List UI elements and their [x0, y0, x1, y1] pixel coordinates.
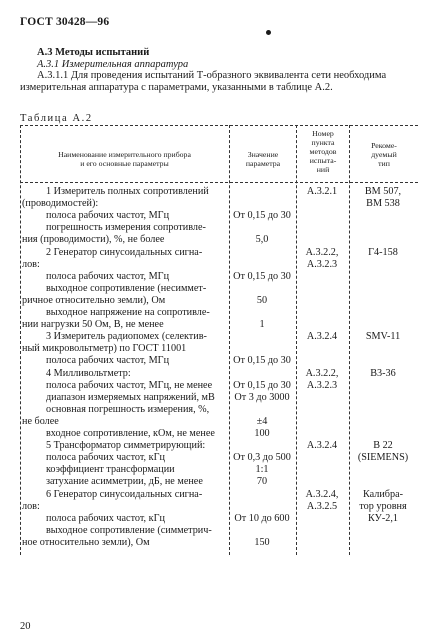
header-line: Значение	[247, 150, 279, 159]
scan-dot	[266, 30, 271, 35]
table-top-rule	[20, 125, 418, 126]
cell-name: 1 Измеритель полных сопротивлений	[46, 186, 209, 197]
cell-name: выходное напряжение на сопротивле-	[46, 307, 210, 318]
cell-value: От 0,15 до 30	[233, 355, 291, 367]
cell-name: 2 Генератор синусоидальных сигна-	[46, 246, 203, 258]
table-row	[0, 307, 427, 318]
header-line: Рекоме-	[371, 141, 397, 150]
cell-item: А.3.2.3	[306, 258, 338, 270]
cell-name: ния (проводимости), %, не более	[22, 234, 165, 246]
cell-name: затухание асимметрии, дБ, не менее	[46, 476, 203, 488]
cell-name: основная погрешность измерения, %,	[46, 403, 210, 415]
cell-value: От 10 до 600	[234, 512, 290, 524]
cell-value: 5,0	[255, 234, 269, 246]
section-subheading: А.3.1 Измерительная аппаратура	[37, 59, 189, 70]
cell-name: выходное сопротивление (несиммет-	[46, 282, 207, 294]
cell-name: 3 Измеритель радиопомех (селектив-	[46, 331, 207, 343]
table-row	[0, 210, 427, 221]
cell-name: полоса рабочих частот, МГц	[46, 355, 170, 367]
cell-name: 4 Милливольтметр:	[46, 367, 131, 379]
cell-name: ричное относительно земли), Ом	[22, 294, 166, 306]
cell-type: Калибра-	[363, 488, 403, 500]
cell-item: А.3.2.4	[306, 331, 338, 343]
cell-name: 5 Трансформатор симметрирующий:	[46, 440, 206, 452]
table-row	[0, 464, 427, 475]
table-caption: Таблица А.2	[20, 113, 93, 124]
header-line: ний	[316, 165, 330, 174]
cell-value: 100	[254, 428, 270, 439]
section-paragraph: А.3.1.1 Для проведения испытаний Т-образного эквивалента сети необходима измерительная аппаратура с параметрами, указанными в таблице А.2.	[20, 70, 387, 93]
table-row	[0, 380, 427, 391]
cell-type: КУ-2,1	[368, 512, 398, 524]
cell-name: лов:	[22, 500, 40, 512]
cell-item: А.3.2.2,	[305, 367, 339, 379]
cell-type: тор уровня	[359, 500, 407, 512]
table-row	[0, 489, 427, 500]
table-row	[0, 222, 427, 233]
table-row	[0, 404, 427, 415]
table-row	[0, 416, 427, 427]
cell-item: А.3.2.1	[306, 186, 338, 197]
table-header-rule	[20, 182, 418, 183]
header-line: дуемый	[371, 150, 397, 159]
cell-name: полоса рабочих частот, МГц, не менее	[46, 379, 213, 391]
table-row	[0, 537, 427, 548]
header-line: методов	[309, 147, 337, 156]
table-row	[0, 295, 427, 306]
table-row	[0, 259, 427, 270]
table-row	[0, 476, 427, 487]
table-row	[0, 525, 427, 536]
table-row	[0, 247, 427, 258]
cell-type: ВМ 507,	[364, 186, 402, 197]
cell-item: А.3.2.4	[306, 440, 338, 452]
cell-name: входное сопротивление, кОм, не менее	[46, 428, 215, 439]
header-line: Номер	[312, 129, 334, 138]
table-row	[0, 513, 427, 524]
table-row	[0, 319, 427, 330]
table-row	[0, 186, 427, 197]
table-row	[0, 234, 427, 245]
table-row	[0, 271, 427, 282]
cell-item: А.3.2.5	[306, 500, 338, 512]
cell-name: полоса рабочих частот, кГц	[46, 452, 165, 464]
cell-name: полоса рабочих частот, МГц	[46, 210, 170, 222]
cell-type: Г4-158	[368, 246, 398, 258]
table-row	[0, 331, 427, 342]
cell-name: не более	[22, 415, 59, 427]
table-row	[0, 392, 427, 403]
cell-value: 50	[256, 294, 268, 306]
cell-name: полоса рабочих частот, кГц	[46, 512, 165, 524]
table-row	[0, 355, 427, 366]
cell-type: (SIEMENS)	[357, 452, 409, 464]
cell-value: 150	[254, 536, 270, 548]
table-row	[0, 452, 427, 463]
cell-name: лов:	[22, 258, 40, 270]
header-line: испыта-	[309, 156, 337, 165]
section-heading: А.3 Методы испытаний	[37, 47, 150, 58]
cell-item: А.3.2.2,	[305, 246, 339, 258]
cell-name: ный микровольтметр) по ГОСТ 11001	[22, 343, 187, 355]
table-row	[0, 283, 427, 294]
cell-value: От 3 до 3000	[234, 391, 290, 403]
page-number: 20	[20, 621, 31, 632]
cell-type: ВМ 538	[366, 198, 400, 210]
cell-value: 1	[259, 319, 265, 331]
cell-value: 1:1	[255, 464, 269, 476]
header-item	[297, 129, 349, 174]
cell-type: SMV-11	[365, 331, 401, 343]
cell-value: От 0,15 до 30	[233, 270, 291, 282]
cell-name: (проводимостей):	[22, 198, 99, 210]
cell-value: От 0,15 до 30	[233, 210, 291, 222]
table-row	[0, 198, 427, 209]
cell-name: диапазон измеряемых напряжений, мВ	[46, 391, 215, 403]
table-row	[0, 440, 427, 451]
header-line: и его основные параметры	[80, 159, 169, 168]
table-row	[0, 368, 427, 379]
cell-name: полоса рабочих частот, МГц	[46, 270, 170, 282]
cell-type: В 22	[373, 440, 393, 452]
header-line: тип	[378, 159, 390, 168]
cell-value: 70	[256, 476, 268, 488]
cell-type: В3-36	[370, 367, 396, 379]
cell-item: А.3.2.3	[306, 379, 338, 391]
table-row	[0, 428, 427, 439]
cell-name: 6 Генератор синусоидальных сигна-	[46, 488, 203, 500]
cell-name: ное относительно земли), Ом	[22, 536, 150, 548]
cell-value: От 0,3 до 500	[233, 452, 291, 464]
cell-item: А.3.2.4,	[305, 488, 339, 500]
header-name	[22, 150, 227, 168]
cell-name: выходное сопротивление (симметрич-	[46, 524, 212, 536]
header-line: Наименование измерительного прибора	[58, 150, 191, 159]
cell-value: От 0,15 до 30	[233, 379, 291, 391]
header-value	[230, 150, 296, 168]
cell-name: коэффициент трансформации	[46, 464, 175, 476]
cell-name: нии нагрузки 50 Ом, В, не менее	[22, 319, 164, 331]
table-row	[0, 343, 427, 354]
header-line: параметра	[245, 159, 281, 168]
cell-value: ±4	[256, 415, 268, 427]
header-line: пункта	[311, 138, 335, 147]
cell-name: погрешность измерения сопротивле-	[46, 222, 206, 234]
standard-header: ГОСТ 30428—96	[20, 16, 110, 28]
header-type	[351, 141, 417, 168]
table-row	[0, 501, 427, 512]
